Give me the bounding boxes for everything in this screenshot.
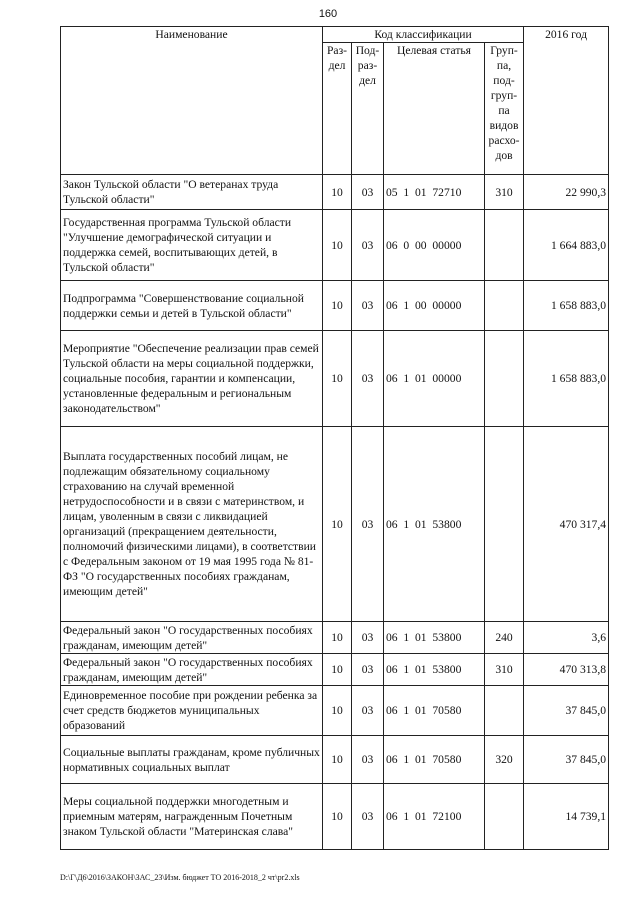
row-amount-2016: 14 739,1 xyxy=(524,784,609,850)
row-target-article: 06 1 00 00000 xyxy=(384,281,485,331)
row-expense-group xyxy=(485,331,524,427)
row-section: 10 xyxy=(323,784,352,850)
row-subsection: 03 xyxy=(352,175,384,210)
budget-table xyxy=(60,26,609,850)
header-expense-group: Груп- па, под- груп- па видов расхо- дов xyxy=(485,43,524,175)
row-target-article: 06 0 00 00000 xyxy=(384,210,485,281)
row-target-article: 06 1 01 00000 xyxy=(384,331,485,427)
header-subsection: Под- раз- дел xyxy=(352,43,384,175)
row-name: Мероприятие "Обеспечение реализации прав семей Тульской области на меры социальной поддержки, социальные пособия, гарантии и компенсации, установленные федеральным и региональным законодательством" xyxy=(61,331,323,427)
row-amount-2016: 1 658 883,0 xyxy=(524,331,609,427)
row-amount-2016: 470 313,8 xyxy=(524,654,609,686)
row-name: Выплата государственных пособий лицам, не подлежащим обязательному социальному страхованию на случай временной нетрудоспособности и в связи с материнством, и лицам, уволенным в связи с ликвидацией организаций (прекращением деятельности, полномочий физическими лицами), в соответствии с Федеральным законом от 19 мая 1995 года № 81-ФЗ "О государственных пособиях гражданам, имеющим детей" xyxy=(61,427,323,622)
row-target-article: 06 1 01 53800 xyxy=(384,622,485,654)
row-name: Меры социальной поддержки многодетным и приемным матерям, награжденным Почетным знаком Тульской области "Материнская слава" xyxy=(61,784,323,850)
row-expense-group xyxy=(485,210,524,281)
row-expense-group: 240 xyxy=(485,622,524,654)
row-target-article: 06 1 01 70580 xyxy=(384,736,485,784)
row-expense-group xyxy=(485,686,524,736)
page-number: 160 xyxy=(318,8,338,20)
row-subsection: 03 xyxy=(352,654,384,686)
row-amount-2016: 470 317,4 xyxy=(524,427,609,622)
row-amount-2016: 3,6 xyxy=(524,622,609,654)
row-expense-group xyxy=(485,427,524,622)
row-subsection: 03 xyxy=(352,427,384,622)
table-row xyxy=(61,622,609,654)
row-amount-2016: 22 990,3 xyxy=(524,175,609,210)
row-section: 10 xyxy=(323,331,352,427)
row-section: 10 xyxy=(323,654,352,686)
row-amount-2016: 1 664 883,0 xyxy=(524,210,609,281)
row-expense-group: 310 xyxy=(485,654,524,686)
row-expense-group: 310 xyxy=(485,175,524,210)
table-row xyxy=(61,427,609,622)
header-year: 2016 год xyxy=(524,27,609,175)
header-name: Наименование xyxy=(61,27,323,175)
table-row xyxy=(61,736,609,784)
table-row xyxy=(61,175,609,210)
table-row xyxy=(61,654,609,686)
table-row xyxy=(61,686,609,736)
table-row xyxy=(61,281,609,331)
row-target-article: 06 1 01 53800 xyxy=(384,654,485,686)
row-section: 10 xyxy=(323,281,352,331)
row-subsection: 03 xyxy=(352,736,384,784)
header-row-top xyxy=(61,27,609,43)
row-name: Федеральный закон "О государственных пособиях гражданам, имеющим детей" xyxy=(61,654,323,686)
row-subsection: 03 xyxy=(352,210,384,281)
row-target-article: 06 1 01 53800 xyxy=(384,427,485,622)
table-body xyxy=(61,175,609,850)
row-section: 10 xyxy=(323,736,352,784)
row-target-article: 05 1 01 72710 xyxy=(384,175,485,210)
header-classification: Код классификации xyxy=(323,27,524,43)
row-name: Социальные выплаты гражданам, кроме публичных нормативных социальных выплат xyxy=(61,736,323,784)
row-section: 10 xyxy=(323,427,352,622)
row-name: Подпрограмма "Совершенствование социальной поддержки семьи и детей в Тульской области" xyxy=(61,281,323,331)
header-section: Раз- дел xyxy=(323,43,352,175)
table-row xyxy=(61,331,609,427)
row-name: Единовременное пособие при рождении ребенка за счет средств бюджетов муниципальных образований xyxy=(61,686,323,736)
row-expense-group: 320 xyxy=(485,736,524,784)
row-amount-2016: 1 658 883,0 xyxy=(524,281,609,331)
row-subsection: 03 xyxy=(352,281,384,331)
row-amount-2016: 37 845,0 xyxy=(524,686,609,736)
row-subsection: 03 xyxy=(352,622,384,654)
row-name: Федеральный закон "О государственных пособиях гражданам, имеющим детей" xyxy=(61,622,323,654)
row-subsection: 03 xyxy=(352,331,384,427)
row-amount-2016: 37 845,0 xyxy=(524,736,609,784)
row-name: Закон Тульской области "О ветеранах труда Тульской области" xyxy=(61,175,323,210)
row-name: Государственная программа Тульской области "Улучшение демографической ситуации и поддержка семей, воспитывающих детей, в Тульской области" xyxy=(61,210,323,281)
file-path-footer: D:\Г\Д6\2016\ЗАКОН\ЗАС_23\Изм. бюджет ТО 2016-2018_2 чт\pr2.xls xyxy=(60,873,300,882)
row-expense-group xyxy=(485,281,524,331)
row-target-article: 06 1 01 70580 xyxy=(384,686,485,736)
table-row xyxy=(61,784,609,850)
header-target-article: Целевая статья xyxy=(384,43,485,175)
row-section: 10 xyxy=(323,210,352,281)
row-target-article: 06 1 01 72100 xyxy=(384,784,485,850)
row-subsection: 03 xyxy=(352,686,384,736)
table-row xyxy=(61,210,609,281)
row-section: 10 xyxy=(323,686,352,736)
row-expense-group xyxy=(485,784,524,850)
row-section: 10 xyxy=(323,622,352,654)
row-section: 10 xyxy=(323,175,352,210)
row-subsection: 03 xyxy=(352,784,384,850)
